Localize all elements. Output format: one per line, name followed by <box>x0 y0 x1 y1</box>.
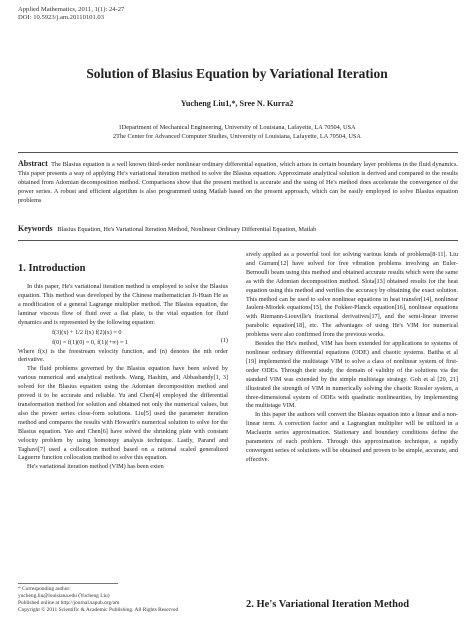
affiliation-2: 2The Center for Advanced Computer Studies, University of Louisiana, Lafayette, LA 70504, USA <box>113 132 361 140</box>
divider-top <box>18 152 458 153</box>
footnote-line: Published online at http://journal.sapub.org/am <box>18 600 120 606</box>
equation-line: f(0) = f(1)(0) = 0, f(1)(+∞) = 1 <box>52 338 129 346</box>
footnote <box>18 586 228 614</box>
abstract <box>18 160 458 206</box>
abstract-text: The Blasius equation is a well known third-order nonlinear ordinary differential equation, which arises in certain boundary layer problems in the fluid dynamics. This paper presents a way of applying He's variational iteration method to solve the Blasius equation. Approximate analytical solution is derived and compared to the results obtained from Adomian decomposition method. Comparisons show that the present method is accurate and the using of He's method does accelerate the convergence of the power series. A robust and efficient algorithm is also programmed using Matlab based on the present approach, which can be easily employed to solve Blasius equation problems <box>18 161 459 204</box>
section-heading-introduction: 1. Introduction <box>18 263 86 274</box>
doi: DOI: 10.5923/j.am.20110101.03 <box>18 14 105 21</box>
divider-bottom <box>18 240 458 241</box>
keywords-text: Blasius Equation, He's Variational Iteration Method, Nonlinear Ordinary Differential Equation, Matlab <box>57 226 317 233</box>
footnote-line: * Corresponding author: <box>18 586 71 592</box>
footnote-copyright: Copyright © 2011 Scientific & Academic Publishing. All Rights Reserved <box>18 607 179 613</box>
keywords <box>18 224 458 234</box>
equation-number: (1) <box>220 336 228 344</box>
affiliation-1: 1Department of Mechanical Engineering, University of Louisiana, Lafayette, LA 70504, USA <box>118 124 356 131</box>
keywords-label: Keywords <box>18 224 53 233</box>
paper-title: Solution of Blasius Equation by Variational Iteration <box>86 66 388 81</box>
footnote-email: yucheng.liu@louisiana.edu (Yucheng Liu) <box>18 593 110 599</box>
section-heading-vim: 2. He's Variational Iteration Method <box>246 599 410 610</box>
paragraph: Besides the He's method, VIM has been extended for applications to systems of nonlinear ordinary differential equations (ODE) and chaotic systems. Batiha et al [19] implemented the multistage VIM to solve a class of nonlinear system of first-order ODEs. Through their study, the domain of validity of the solutions via the standard VIM was extended by the simple multistage strategy. Goh et al [20, 21] illustrated the strength of VIM in numerically solving the chaotic Rossler system, a three-dimensional system of ODEs with quadratic nonlinearities, by implementing the multistage VIM. <box>246 340 458 410</box>
paragraph: Where f(x) is the freestream velocity function, and (n) denotes the nth order derivative. <box>18 347 228 364</box>
paragraph: sively applied as a powerful tool for solving various kinds of problems[8-11]. Liu and Gurram[12] have solved for free vibration problems involving an Euler-Bernoulli beam using this method and obtained accurate results which were the same as with the Adomian decomposition method. Slota[13] obtained results for the heat equation using this method and verifies the accuracy by obtaining the exact solution. This method can be used to solve nonlinear equations in heat transfer[14], nonlinear Jaulent-Miodek equations[15], the Fokker-Planck equation[16], nonlinear equations with Riemann-Liouville's fractional derivatives[17], and the semi-linear inverse parabolic equation[18], etc. The advantages of using He's VIM for numerical problems were also confirmed from the previous works. <box>246 251 458 339</box>
left-column <box>18 283 228 472</box>
equation-blasius <box>18 328 228 348</box>
footnote-rule <box>18 583 118 584</box>
paragraph: In this paper, He's variational iteration method is employed to solve the Blasius equation. This method was developed by the Chinese mathematician Ji-Huan He as a modification of a general Lagrange multiplier method. The Blasius equation, the laminar viscous flow of fluid over a flat plate, is the vital equation for fluid dynamics and is represented by the following equation: <box>18 283 228 326</box>
journal-citation: Applied Mathematics, 2011, 1(1): 24-27 <box>18 6 125 13</box>
right-column <box>246 251 458 465</box>
equation-line: f(3)(x) + 1/2 f(x) f(2)(x) = 0 <box>52 328 122 336</box>
abstract-label: Abstract <box>18 159 48 168</box>
paragraph: In this paper the authors will convert the Blasius equation into a linear and a non-linear term. A correction factor and a Lagrangian multiplier will be utilized in a Maclaurin series approximation. Stationary and boundary conditions define the parameters of each problem. Through this approximation technique, a rapidly convergent series of solutions will be obtained and proven to be simple, accurate, and effective. <box>246 411 458 463</box>
affiliations <box>0 124 474 141</box>
paragraph: The fluid problems governed by the Blasius equation have been solved by various numerical and analytical methods. Wang, Hashim, and Abbasbandy[1, 3] solved for the Blasius equation using the Adomian decomposition method and proved it to be accurate and reliable. Yu and Chen[4] employed the differential transformation method for solution and obtained not only the numerical values, but also the power series close-form solutions. Liu[5] used the parameter iteration method and compares the results with Howarth's numerical solution to solve for the Blasius equation. Yao and Chen[6] have solved the shrinking plate with constant velocity problem by using homotopy analysis technique. Lastly, Parand and Taghavi[7] used a collocation method based on a rational scaled generalized Laguerre function collocation method to solve this equation. <box>18 365 228 462</box>
paragraph: He's variational iteration method (VIM) has been exten <box>27 463 164 471</box>
journal-header <box>18 6 124 22</box>
authors: Yucheng Liu1,*, Sree N. Kurra2 <box>180 99 294 108</box>
